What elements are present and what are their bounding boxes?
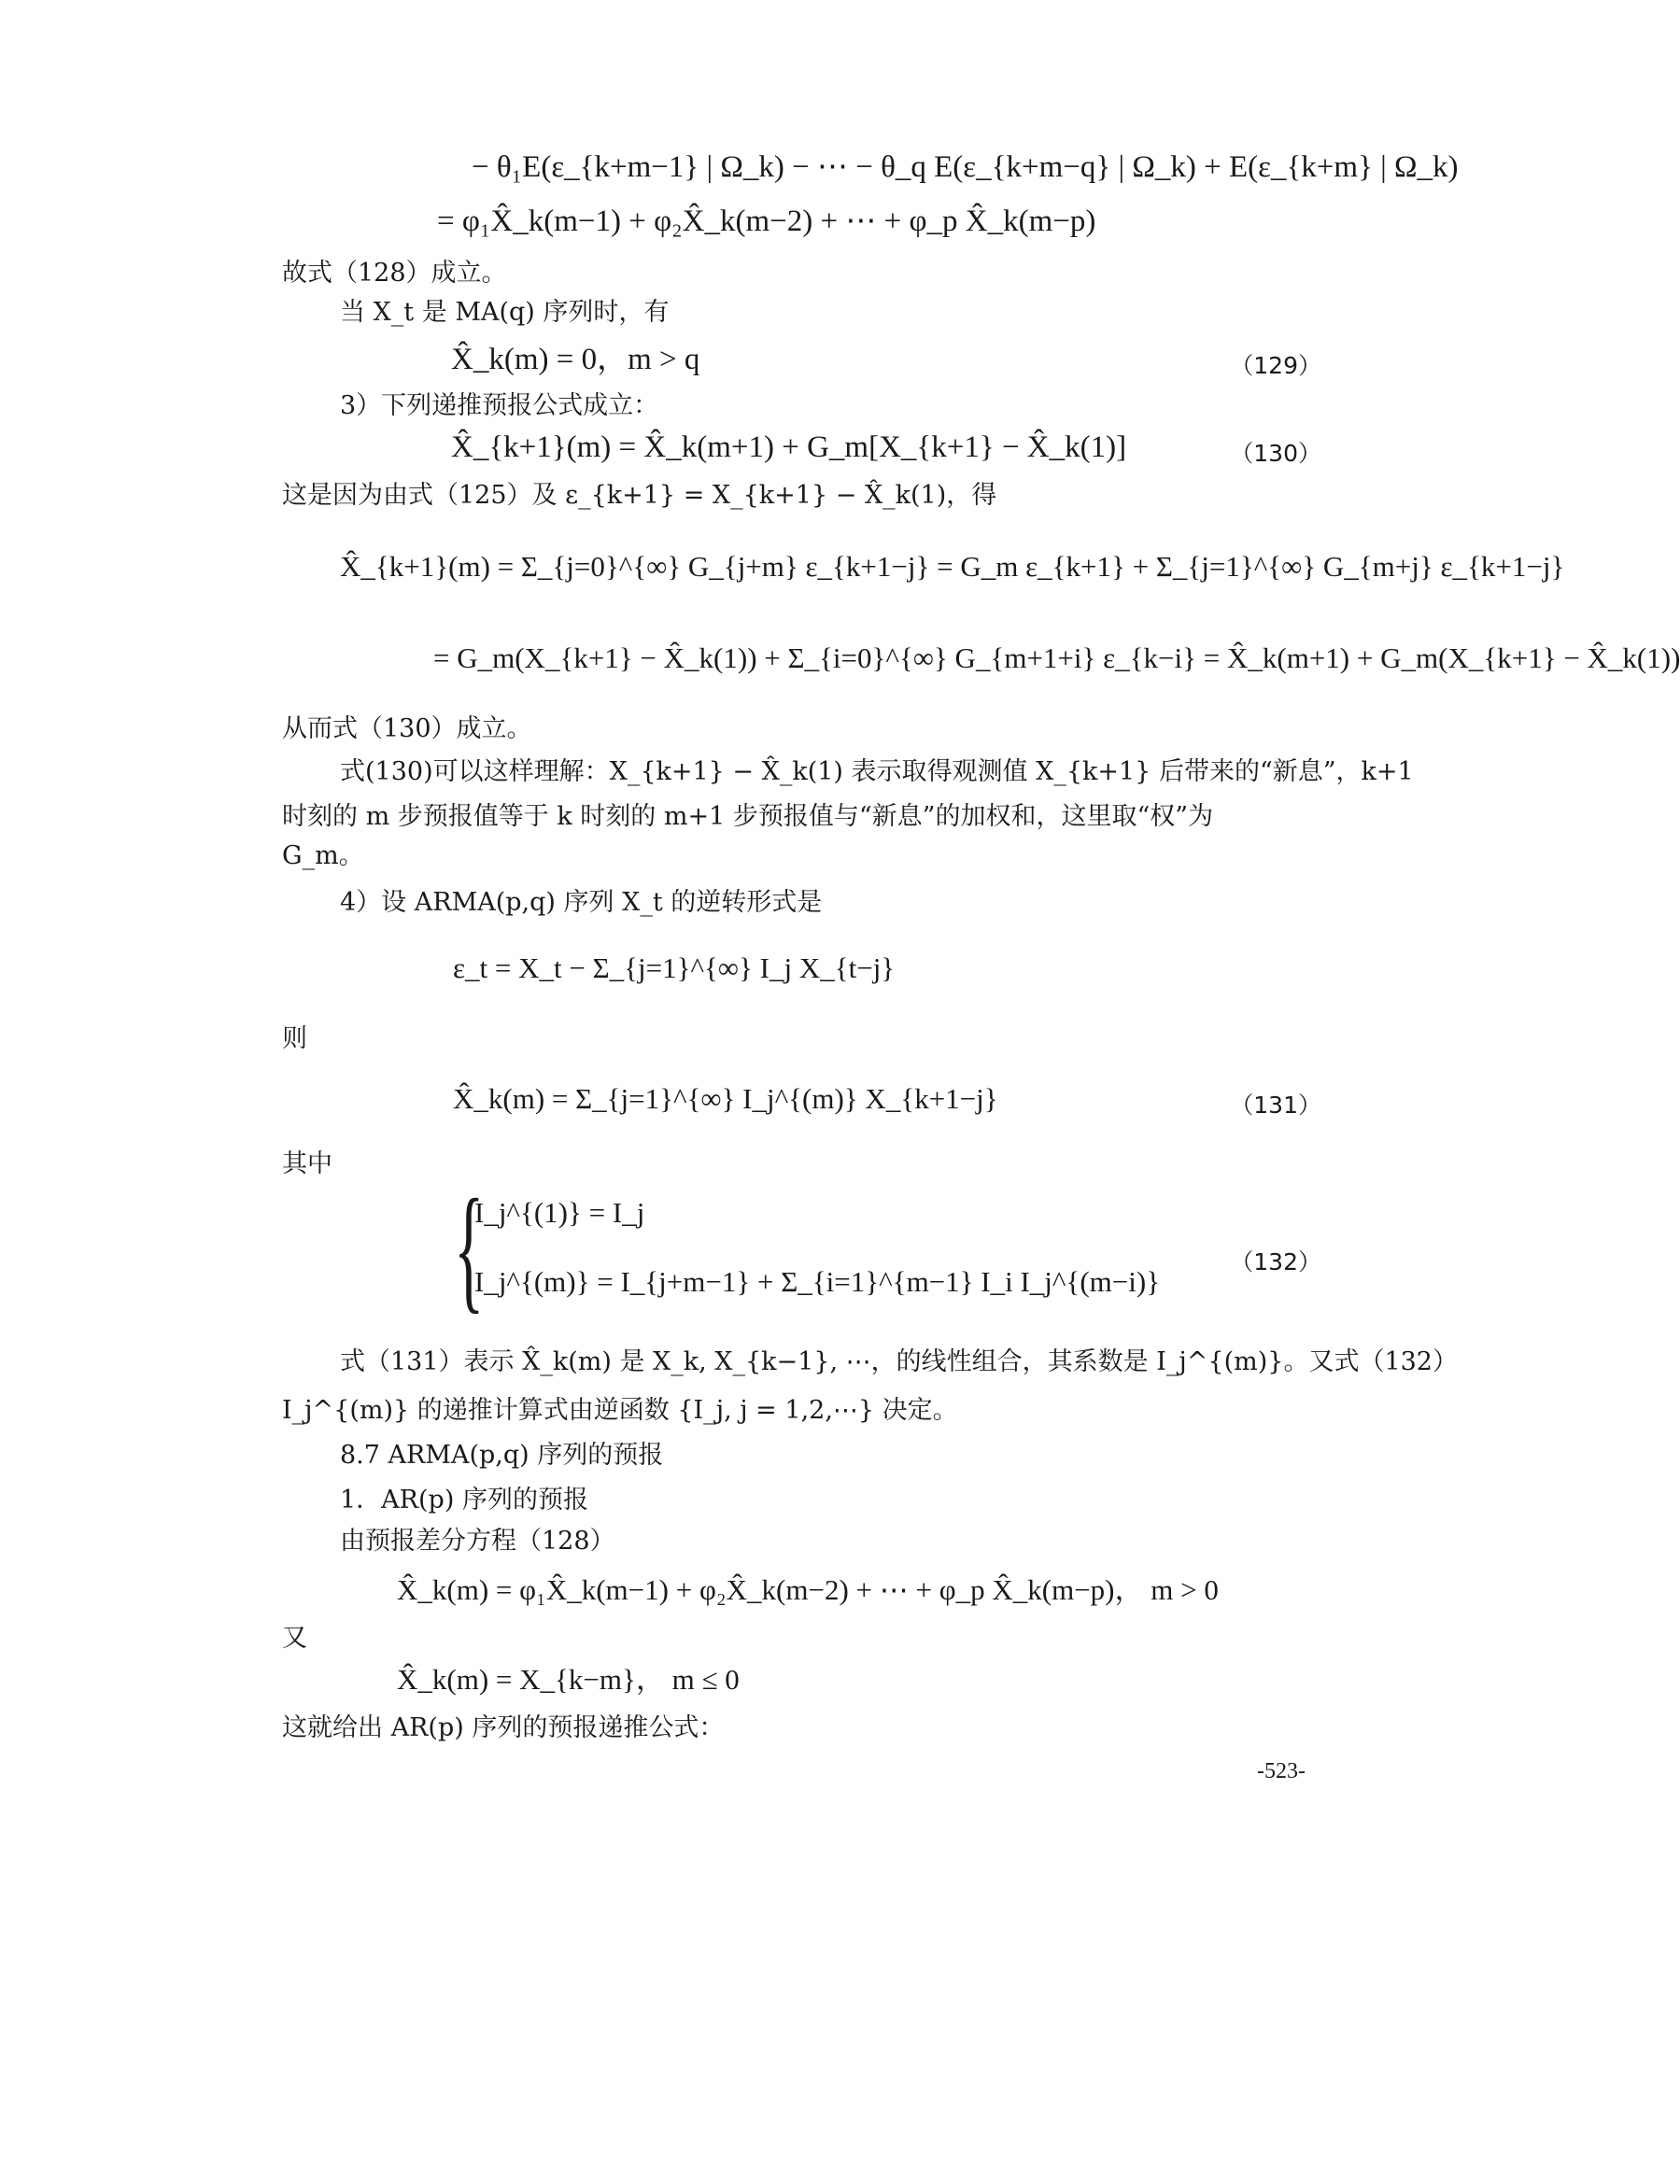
equation-inverse-form: ε_t = X_t − Σ_{j=1}^{∞} I_j X_{t−j} <box>453 951 896 984</box>
paragraph: 又 <box>282 1624 307 1653</box>
paragraph: 4）设 ARMA(p,q) 序列 X_t 的逆转形式是 <box>340 888 823 917</box>
paragraph: 故式（128）成立。 <box>282 259 507 288</box>
equation-number: （132） <box>1230 1248 1321 1275</box>
paragraph: 式（131）表示 X̂_k(m) 是 X_k, X_{k−1}, ⋯，的线性组合，其系数是 I_j^{(m)}。又式（132） <box>340 1347 1458 1376</box>
paragraph: 时刻的 m 步预报值等于 k 时刻的 m+1 步预报值与“新息”的加权和，这里取“权”为 <box>282 802 1214 831</box>
page-number: -523- <box>1257 1759 1306 1783</box>
equation-130: X̂_{k+1}(m) = X̂_k(m+1) + G_m[X_{k+1} − X̂_k(1)] <box>451 430 1127 464</box>
paragraph: 则 <box>282 1024 307 1053</box>
equation-continuation-2: = φ₁X̂_k(m−1) + φ₂X̂_k(m−2) + ⋯ + φ_p X̂_k(m−p) <box>437 204 1096 238</box>
equation-131: X̂_k(m) = Σ_{j=1}^{∞} I_j^{(m)} X_{k+1−j} <box>453 1082 998 1115</box>
subsection-heading: 1．AR(p) 序列的预报 <box>340 1486 588 1515</box>
section-heading: 8.7 ARMA(p,q) 序列的预报 <box>340 1441 664 1470</box>
equation-ar-initial: X̂_k(m) = X_{k−m}， m ≤ 0 <box>397 1663 740 1696</box>
paragraph: 这是因为由式（125）及 ε_{k+1} = X_{k+1} − X̂_k(1)，得 <box>282 481 997 510</box>
equation-132b: I_j^{(m)} = I_{j+m−1} + Σ_{i=1}^{m−1} I_i I_j^{(m−i)} <box>474 1265 1161 1298</box>
paragraph: 3）下列递推预报公式成立： <box>340 391 659 420</box>
paragraph: I_j^{(m)} 的递推计算式由逆函数 {I_j, j = 1,2,⋯} 决定。 <box>282 1396 958 1425</box>
paragraph: 这就给出 AR(p) 序列的预报递推公式： <box>282 1713 725 1742</box>
equation-derivation-1: X̂_{k+1}(m) = Σ_{j=0}^{∞} G_{j+m} ε_{k+1−j} = G_m ε_{k+1} + Σ_{j=1}^{∞} G_{m+j} ε_{k+1−j} <box>340 550 1565 583</box>
equation-derivation-2: = G_m(X_{k+1} − X̂_k(1)) + Σ_{i=0}^{∞} G_{m+1+i} ε_{k−i} = X̂_k(m+1) + G_m(X_{k+1} − X̂_k(1)) <box>433 641 1680 674</box>
equation-number: （129） <box>1230 352 1321 379</box>
equation-132a: I_j^{(1)} = I_j <box>474 1196 645 1229</box>
paragraph: G_m。 <box>282 841 364 870</box>
paragraph: 由预报差分方程（128） <box>340 1527 615 1556</box>
equation-number: （130） <box>1230 440 1321 467</box>
equation-number: （131） <box>1230 1092 1321 1119</box>
paragraph: 当 X_t 是 MA(q) 序列时，有 <box>340 298 670 327</box>
paragraph: 从而式（130）成立。 <box>282 714 532 743</box>
equation-ar-difference: X̂_k(m) = φ₁X̂_k(m−1) + φ₂X̂_k(m−2) + ⋯ + φ_p X̂_k(m−p)， m > 0 <box>397 1573 1219 1606</box>
equation-continuation-1: − θ₁E(ε_{k+m−1} | Ω_k) − ⋯ − θ_q E(ε_{k+m−q} | Ω_k) + E(ε_{k+m} | Ω_k) <box>472 150 1459 184</box>
paragraph: 其中 <box>282 1149 332 1178</box>
equation-129: X̂_k(m) = 0，m > q <box>451 343 700 376</box>
left-brace: { <box>454 1171 485 1326</box>
paragraph: 式(130)可以这样理解：X_{k+1} − X̂_k(1) 表示取得观测值 X_{k+1} 后带来的“新息”，k+1 <box>340 757 1414 786</box>
